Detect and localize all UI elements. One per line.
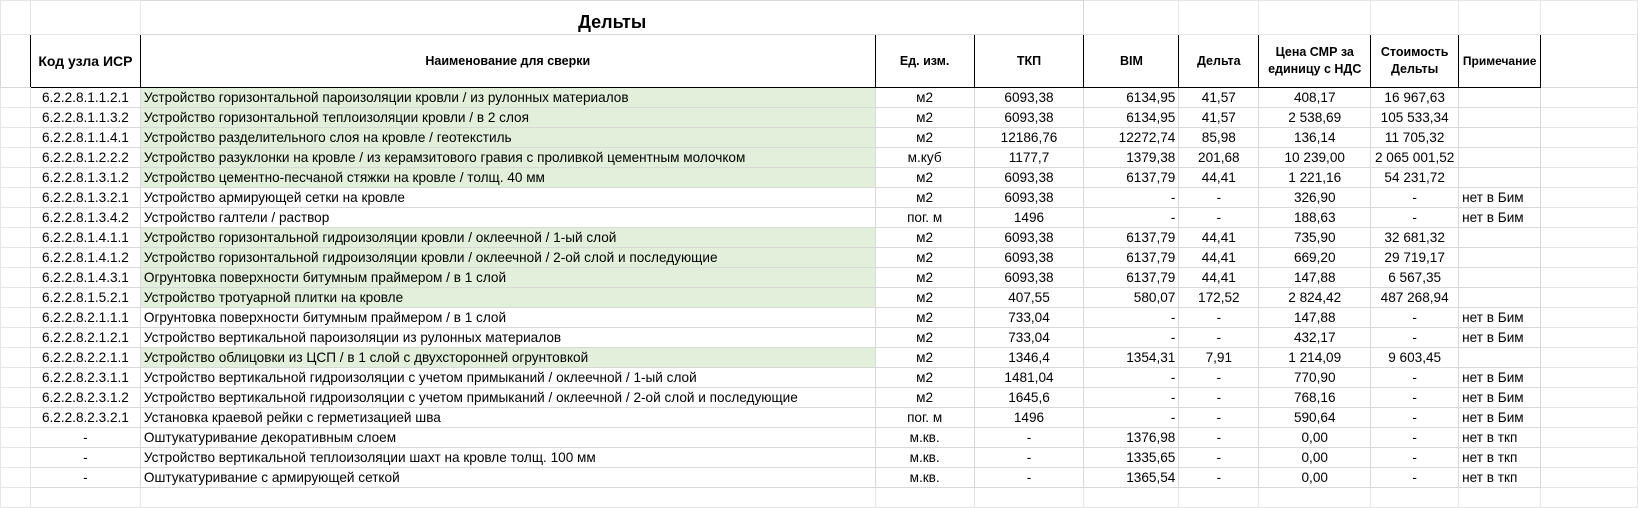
cell-note[interactable] [1459, 288, 1541, 308]
cell[interactable] [1541, 35, 1638, 88]
cell-bim[interactable]: - [1084, 328, 1179, 348]
cell-tkp[interactable]: 6093,38 [974, 248, 1084, 268]
cell[interactable] [1, 288, 31, 308]
cell-note[interactable]: нет в Бим [1459, 408, 1541, 428]
cell-code[interactable]: 6.2.2.8.1.1.3.2 [30, 108, 140, 128]
cell-cost[interactable]: 29 719,17 [1371, 248, 1459, 268]
cell-tkp[interactable]: 733,04 [974, 328, 1084, 348]
cell-price[interactable]: 1 214,09 [1259, 348, 1371, 368]
cell-tkp[interactable]: 6093,38 [974, 168, 1084, 188]
cell-delta[interactable]: 44,41 [1179, 248, 1259, 268]
table-row [1, 428, 1638, 448]
cell-note[interactable]: нет в ткп [1459, 468, 1541, 488]
cell-name[interactable]: Устройство цементно-песчаной стяжки на кровле / толщ. 40 мм [140, 168, 875, 188]
cell[interactable] [1, 408, 31, 428]
cell[interactable] [1179, 488, 1259, 508]
cell-unit[interactable]: м.кв. [875, 428, 974, 448]
cell-unit[interactable]: м2 [875, 248, 974, 268]
cell-code[interactable]: 6.2.2.8.1.4.1.2 [30, 248, 140, 268]
cell-price[interactable]: 1 221,16 [1259, 168, 1371, 188]
cell-tkp[interactable]: 1645,6 [974, 388, 1084, 408]
cell[interactable] [1, 428, 31, 448]
cell-unit[interactable]: пог. м [875, 208, 974, 228]
cell-unit[interactable]: м2 [875, 108, 974, 128]
cell-unit[interactable]: м2 [875, 188, 974, 208]
cell-name[interactable]: Устройство вертикальной гидроизоляции с учетом примыканий / оклеечной / 2-ой слой и последующие [140, 388, 875, 408]
cell-code[interactable]: - [30, 448, 140, 468]
cell[interactable] [1541, 388, 1638, 408]
cell[interactable] [1259, 488, 1371, 508]
cell-code[interactable]: 6.2.2.8.2.3.2.1 [30, 408, 140, 428]
cell[interactable] [30, 1, 140, 35]
cell-unit[interactable]: м2 [875, 308, 974, 328]
cell-name[interactable]: Огрунтовка поверхности битумным праймером / в 1 слой [140, 308, 875, 328]
cell-name[interactable]: Устройство разделительного слоя на кровле / геотекстиль [140, 128, 875, 148]
header-unit[interactable]: Ед. изм. [875, 35, 974, 88]
cell-cost[interactable]: 11 705,32 [1371, 128, 1459, 148]
cell[interactable] [1541, 448, 1638, 468]
table-row [1, 108, 1638, 128]
cell-price[interactable]: 326,90 [1259, 188, 1371, 208]
cell[interactable] [1, 228, 31, 248]
cell[interactable] [1541, 288, 1638, 308]
cell-tkp[interactable]: - [974, 428, 1084, 448]
cell-price[interactable]: 136,14 [1259, 128, 1371, 148]
cell-code[interactable]: 6.2.2.8.2.3.1.2 [30, 388, 140, 408]
cell-tkp[interactable]: 6093,38 [974, 228, 1084, 248]
cell-tkp[interactable]: - [974, 468, 1084, 488]
cell-delta[interactable]: 44,41 [1179, 228, 1259, 248]
cell[interactable] [1541, 208, 1638, 228]
cell-cost[interactable]: - [1371, 388, 1459, 408]
cell-delta[interactable]: - [1179, 308, 1259, 328]
cell[interactable] [1541, 328, 1638, 348]
cell-delta[interactable]: 201,68 [1179, 148, 1259, 168]
cell-code[interactable]: 6.2.2.8.1.3.1.2 [30, 168, 140, 188]
cell-cost[interactable]: - [1371, 468, 1459, 488]
header-code[interactable]: Код узла ИСР [30, 35, 140, 88]
cell-tkp[interactable]: 1177,7 [974, 148, 1084, 168]
cell-delta[interactable]: 44,41 [1179, 168, 1259, 188]
cell[interactable] [1179, 1, 1259, 35]
cell-name[interactable]: Устройство тротуарной плитки на кровле [140, 288, 875, 308]
cell[interactable] [1371, 488, 1459, 508]
cell[interactable] [1541, 88, 1638, 108]
table-row [1, 88, 1638, 108]
cell-unit[interactable]: м2 [875, 168, 974, 188]
cell-cost[interactable]: - [1371, 328, 1459, 348]
cell[interactable] [1, 248, 31, 268]
cell-price[interactable]: 768,16 [1259, 388, 1371, 408]
table-row [1, 468, 1638, 488]
cell-price[interactable]: 2 538,69 [1259, 108, 1371, 128]
cell-tkp[interactable]: 1496 [974, 408, 1084, 428]
cell-cost[interactable]: - [1371, 368, 1459, 388]
cell-note[interactable]: нет в ткп [1459, 448, 1541, 468]
cell-code[interactable]: 6.2.2.8.1.4.3.1 [30, 268, 140, 288]
cell-price[interactable]: 408,17 [1259, 88, 1371, 108]
cell-delta[interactable]: 7,91 [1179, 348, 1259, 368]
table-row [1, 328, 1638, 348]
cell-unit[interactable]: м2 [875, 228, 974, 248]
cell-note[interactable]: нет в Бим [1459, 328, 1541, 348]
cell-name[interactable]: Оштукатуривание декоративным слоем [140, 428, 875, 448]
cell-bim[interactable]: 1379,38 [1084, 148, 1179, 168]
header-price[interactable]: Цена СМР за единицу с НДС [1259, 35, 1371, 88]
cell-tkp[interactable]: 6093,38 [974, 108, 1084, 128]
table-row [1, 148, 1638, 168]
cell[interactable] [1, 108, 31, 128]
cell-note[interactable]: нет в Бим [1459, 308, 1541, 328]
cell-cost[interactable]: 54 231,72 [1371, 168, 1459, 188]
cell-name[interactable]: Устройство горизонтальной пароизоляции кровли / из рулонных материалов [140, 88, 875, 108]
cell-code[interactable]: 6.2.2.8.1.1.2.1 [30, 88, 140, 108]
cell-price[interactable]: 0,00 [1259, 428, 1371, 448]
cell-cost[interactable]: - [1371, 208, 1459, 228]
cell-unit[interactable]: м.кв. [875, 468, 974, 488]
cell[interactable] [1259, 1, 1371, 35]
cell-unit[interactable]: м.кв. [875, 448, 974, 468]
cell-price[interactable]: 10 239,00 [1259, 148, 1371, 168]
cell[interactable] [1, 35, 31, 88]
cell-price[interactable]: 147,88 [1259, 308, 1371, 328]
title-row [1, 1, 1638, 35]
cell[interactable] [1, 1, 31, 35]
cell-bim[interactable]: 1376,98 [1084, 428, 1179, 448]
table-row [1, 228, 1638, 248]
table-row [1, 268, 1638, 288]
cell[interactable] [974, 488, 1084, 508]
cell-tkp[interactable]: 733,04 [974, 308, 1084, 328]
cell-code[interactable]: 6.2.2.8.1.3.4.2 [30, 208, 140, 228]
cell[interactable] [1541, 128, 1638, 148]
cell[interactable] [1541, 408, 1638, 428]
cell-bim[interactable]: 580,07 [1084, 288, 1179, 308]
cell-tkp[interactable]: 6093,38 [974, 88, 1084, 108]
cell-delta[interactable]: - [1179, 368, 1259, 388]
cell-price[interactable]: 770,90 [1259, 368, 1371, 388]
cell-cost[interactable]: 16 967,63 [1371, 88, 1459, 108]
cell-bim[interactable]: 1354,31 [1084, 348, 1179, 368]
cell-code[interactable]: 6.2.2.8.2.1.1.1 [30, 308, 140, 328]
cell-note[interactable]: нет в Бим [1459, 208, 1541, 228]
cell-name[interactable]: Устройство галтели / раствор [140, 208, 875, 228]
cell-price[interactable]: 188,63 [1259, 208, 1371, 228]
cell[interactable] [1541, 188, 1638, 208]
cell-name[interactable]: Устройство горизонтальной гидроизоляции кровли / оклеечной / 1-ый слой [140, 228, 875, 248]
cell-cost[interactable]: - [1371, 188, 1459, 208]
table-row [1, 288, 1638, 308]
cell[interactable] [1, 208, 31, 228]
cell-tkp[interactable]: 1481,04 [974, 368, 1084, 388]
cell[interactable] [1541, 308, 1638, 328]
cell-bim[interactable]: 6137,79 [1084, 168, 1179, 188]
cell-bim[interactable]: - [1084, 388, 1179, 408]
cell-note[interactable] [1459, 228, 1541, 248]
empty-row [1, 488, 1638, 508]
cell-delta[interactable]: - [1179, 388, 1259, 408]
cell-note[interactable]: нет в Бим [1459, 368, 1541, 388]
header-note[interactable]: Примечание [1459, 35, 1541, 88]
cell-bim[interactable]: - [1084, 368, 1179, 388]
cell[interactable] [1371, 1, 1459, 35]
header-row [1, 35, 1638, 88]
cell[interactable] [1541, 148, 1638, 168]
cell[interactable] [1, 88, 31, 108]
cell-price[interactable]: 0,00 [1259, 468, 1371, 488]
cell-note[interactable] [1459, 248, 1541, 268]
cell-note[interactable]: нет в ткп [1459, 428, 1541, 448]
cell-unit[interactable]: м2 [875, 128, 974, 148]
cell-unit[interactable]: м2 [875, 348, 974, 368]
cell-bim[interactable]: 6134,95 [1084, 88, 1179, 108]
cell-bim[interactable]: 6137,79 [1084, 248, 1179, 268]
cell-delta[interactable]: 41,57 [1179, 88, 1259, 108]
cell-bim[interactable]: 12272,74 [1084, 128, 1179, 148]
cell-bim[interactable]: - [1084, 308, 1179, 328]
table-row [1, 368, 1638, 388]
cell-note[interactable] [1459, 268, 1541, 288]
cell-code[interactable]: 6.2.2.8.1.2.2.2 [30, 148, 140, 168]
cell-unit[interactable]: м2 [875, 328, 974, 348]
cell[interactable] [1541, 168, 1638, 188]
cell[interactable] [1541, 268, 1638, 288]
cell-bim[interactable]: 1365,54 [1084, 468, 1179, 488]
cell-cost[interactable]: - [1371, 408, 1459, 428]
cell[interactable] [140, 488, 875, 508]
cell-name[interactable]: Устройство вертикальной гидроизоляции с учетом примыканий / оклеечной / 1-ый слой [140, 368, 875, 388]
cell[interactable] [1, 168, 31, 188]
cell-unit[interactable]: м2 [875, 88, 974, 108]
cell-code[interactable]: - [30, 428, 140, 448]
cell-cost[interactable]: 2 065 001,52 [1371, 148, 1459, 168]
cell-delta[interactable]: - [1179, 208, 1259, 228]
cell[interactable] [1, 468, 31, 488]
cell-note[interactable]: нет в Бим [1459, 188, 1541, 208]
cell-price[interactable]: 432,17 [1259, 328, 1371, 348]
cell[interactable] [1084, 488, 1179, 508]
cell[interactable] [1, 188, 31, 208]
cell-unit[interactable]: пог. м [875, 408, 974, 428]
cell-bim[interactable]: - [1084, 408, 1179, 428]
cell[interactable] [1, 128, 31, 148]
cell[interactable] [875, 488, 974, 508]
cell[interactable] [1541, 228, 1638, 248]
sheet-title[interactable]: Дельты [140, 1, 1084, 35]
cell-note[interactable] [1459, 108, 1541, 128]
cell-delta[interactable]: - [1179, 428, 1259, 448]
cell[interactable] [1, 328, 31, 348]
cell-note[interactable] [1459, 168, 1541, 188]
cell-unit[interactable]: м2 [875, 288, 974, 308]
cell-cost[interactable]: - [1371, 308, 1459, 328]
cell-note[interactable] [1459, 348, 1541, 368]
cell-cost[interactable]: - [1371, 448, 1459, 468]
cell[interactable] [1459, 1, 1541, 35]
cell-note[interactable] [1459, 88, 1541, 108]
cell-cost[interactable]: - [1371, 428, 1459, 448]
cell-code[interactable]: 6.2.2.8.2.1.2.1 [30, 328, 140, 348]
cell-code[interactable]: 6.2.2.8.1.4.1.1 [30, 228, 140, 248]
header-tkp[interactable]: ТКП [974, 35, 1084, 88]
table-row [1, 348, 1638, 368]
table-row [1, 208, 1638, 228]
cell-name[interactable]: Устройство облицовки из ЦСП / в 1 слой с двухсторонней огрунтовкой [140, 348, 875, 368]
cell-delta[interactable]: - [1179, 328, 1259, 348]
header-cost[interactable]: Стоимость Дельты [1371, 35, 1459, 88]
cell[interactable] [1, 488, 31, 508]
cell[interactable] [1, 348, 31, 368]
cell-unit[interactable]: м2 [875, 268, 974, 288]
table-row [1, 128, 1638, 148]
cell[interactable] [1541, 368, 1638, 388]
cell-price[interactable]: 2 824,42 [1259, 288, 1371, 308]
cell[interactable] [1459, 488, 1541, 508]
cell-code[interactable]: 6.2.2.8.2.2.1.1 [30, 348, 140, 368]
cell-delta[interactable]: - [1179, 448, 1259, 468]
table-row [1, 408, 1638, 428]
cell-bim[interactable]: - [1084, 208, 1179, 228]
cell-delta[interactable]: 44,41 [1179, 268, 1259, 288]
cell[interactable] [1541, 108, 1638, 128]
cell-name[interactable]: Устройство горизонтальной теплоизоляции кровли / в 2 слоя [140, 108, 875, 128]
cell-price[interactable]: 735,90 [1259, 228, 1371, 248]
cell-unit[interactable]: м2 [875, 388, 974, 408]
header-name[interactable]: Наименование для сверки [140, 35, 875, 88]
cell-bim[interactable]: - [1084, 188, 1179, 208]
table-row [1, 308, 1638, 328]
cell-price[interactable]: 0,00 [1259, 448, 1371, 468]
cell-cost[interactable]: 32 681,32 [1371, 228, 1459, 248]
cell[interactable] [1, 148, 31, 168]
header-bim[interactable]: BIM [1084, 35, 1179, 88]
table-row [1, 388, 1638, 408]
cell-note[interactable] [1459, 128, 1541, 148]
cell-delta[interactable]: 85,98 [1179, 128, 1259, 148]
cell-cost[interactable]: 487 268,94 [1371, 288, 1459, 308]
cell[interactable] [1541, 248, 1638, 268]
cell-note[interactable] [1459, 148, 1541, 168]
cell-tkp[interactable]: 12186,76 [974, 128, 1084, 148]
cell[interactable] [1, 308, 31, 328]
cell[interactable] [1, 268, 31, 288]
cell-code[interactable]: 6.2.2.8.1.1.4.1 [30, 128, 140, 148]
cell-tkp[interactable]: - [974, 448, 1084, 468]
cell-price[interactable]: 147,88 [1259, 268, 1371, 288]
header-delta[interactable]: Дельта [1179, 35, 1259, 88]
cell[interactable] [1, 388, 31, 408]
cell-tkp[interactable]: 6093,38 [974, 188, 1084, 208]
table-row [1, 188, 1638, 208]
cell[interactable] [1541, 468, 1638, 488]
cell-delta[interactable]: 172,52 [1179, 288, 1259, 308]
table-row [1, 248, 1638, 268]
cell-name[interactable]: Установка краевой рейки с герметизацией шва [140, 408, 875, 428]
cell-code[interactable]: 6.2.2.8.1.5.2.1 [30, 288, 140, 308]
cell[interactable] [1, 368, 31, 388]
cell-cost[interactable]: 6 567,35 [1371, 268, 1459, 288]
cell-name[interactable]: Оштукатуривание с армирующей сеткой [140, 468, 875, 488]
cell-code[interactable]: - [30, 468, 140, 488]
cell-bim[interactable]: 1335,65 [1084, 448, 1179, 468]
cell-tkp[interactable]: 1346,4 [974, 348, 1084, 368]
cell-code[interactable]: 6.2.2.8.2.3.1.1 [30, 368, 140, 388]
cell-name[interactable]: Устройство разуклонки на кровле / из керамзитового гравия с проливкой цементным молочком [140, 148, 875, 168]
cell[interactable] [1541, 348, 1638, 368]
cell-name[interactable]: Устройство горизонтальной гидроизоляции кровли / оклеечной / 2-ой слой и последующие [140, 248, 875, 268]
cell[interactable] [1, 448, 31, 468]
cell-name[interactable]: Устройство вертикальной пароизоляции из рулонных материалов [140, 328, 875, 348]
cell-tkp[interactable]: 407,55 [974, 288, 1084, 308]
cell-note[interactable]: нет в Бим [1459, 388, 1541, 408]
table-row [1, 168, 1638, 188]
cell[interactable] [30, 488, 140, 508]
cell-unit[interactable]: м.куб [875, 148, 974, 168]
cell-delta[interactable]: - [1179, 468, 1259, 488]
cell-cost[interactable]: 105 533,34 [1371, 108, 1459, 128]
cell-delta[interactable]: 41,57 [1179, 108, 1259, 128]
cell-bim[interactable]: 6134,95 [1084, 108, 1179, 128]
cell-bim[interactable]: 6137,79 [1084, 268, 1179, 288]
cell[interactable] [1084, 1, 1179, 35]
cell[interactable] [1541, 1, 1638, 35]
cell-name[interactable]: Устройство армирующей сетки на кровле [140, 188, 875, 208]
cell-cost[interactable]: 9 603,45 [1371, 348, 1459, 368]
cell[interactable] [1541, 428, 1638, 448]
cell-tkp[interactable]: 6093,38 [974, 268, 1084, 288]
cell-delta[interactable]: - [1179, 188, 1259, 208]
cell-bim[interactable]: 6137,79 [1084, 228, 1179, 248]
cell-tkp[interactable]: 1496 [974, 208, 1084, 228]
cell-price[interactable]: 669,20 [1259, 248, 1371, 268]
cell-code[interactable]: 6.2.2.8.1.3.2.1 [30, 188, 140, 208]
cell-name[interactable]: Устройство вертикальной теплоизоляции шахт на кровле толщ. 100 мм [140, 448, 875, 468]
cell-delta[interactable]: - [1179, 408, 1259, 428]
cell-price[interactable]: 590,64 [1259, 408, 1371, 428]
cell[interactable] [1541, 488, 1638, 508]
table-row [1, 448, 1638, 468]
cell-unit[interactable]: м2 [875, 368, 974, 388]
cell-name[interactable]: Огрунтовка поверхности битумным праймером / в 1 слой [140, 268, 875, 288]
